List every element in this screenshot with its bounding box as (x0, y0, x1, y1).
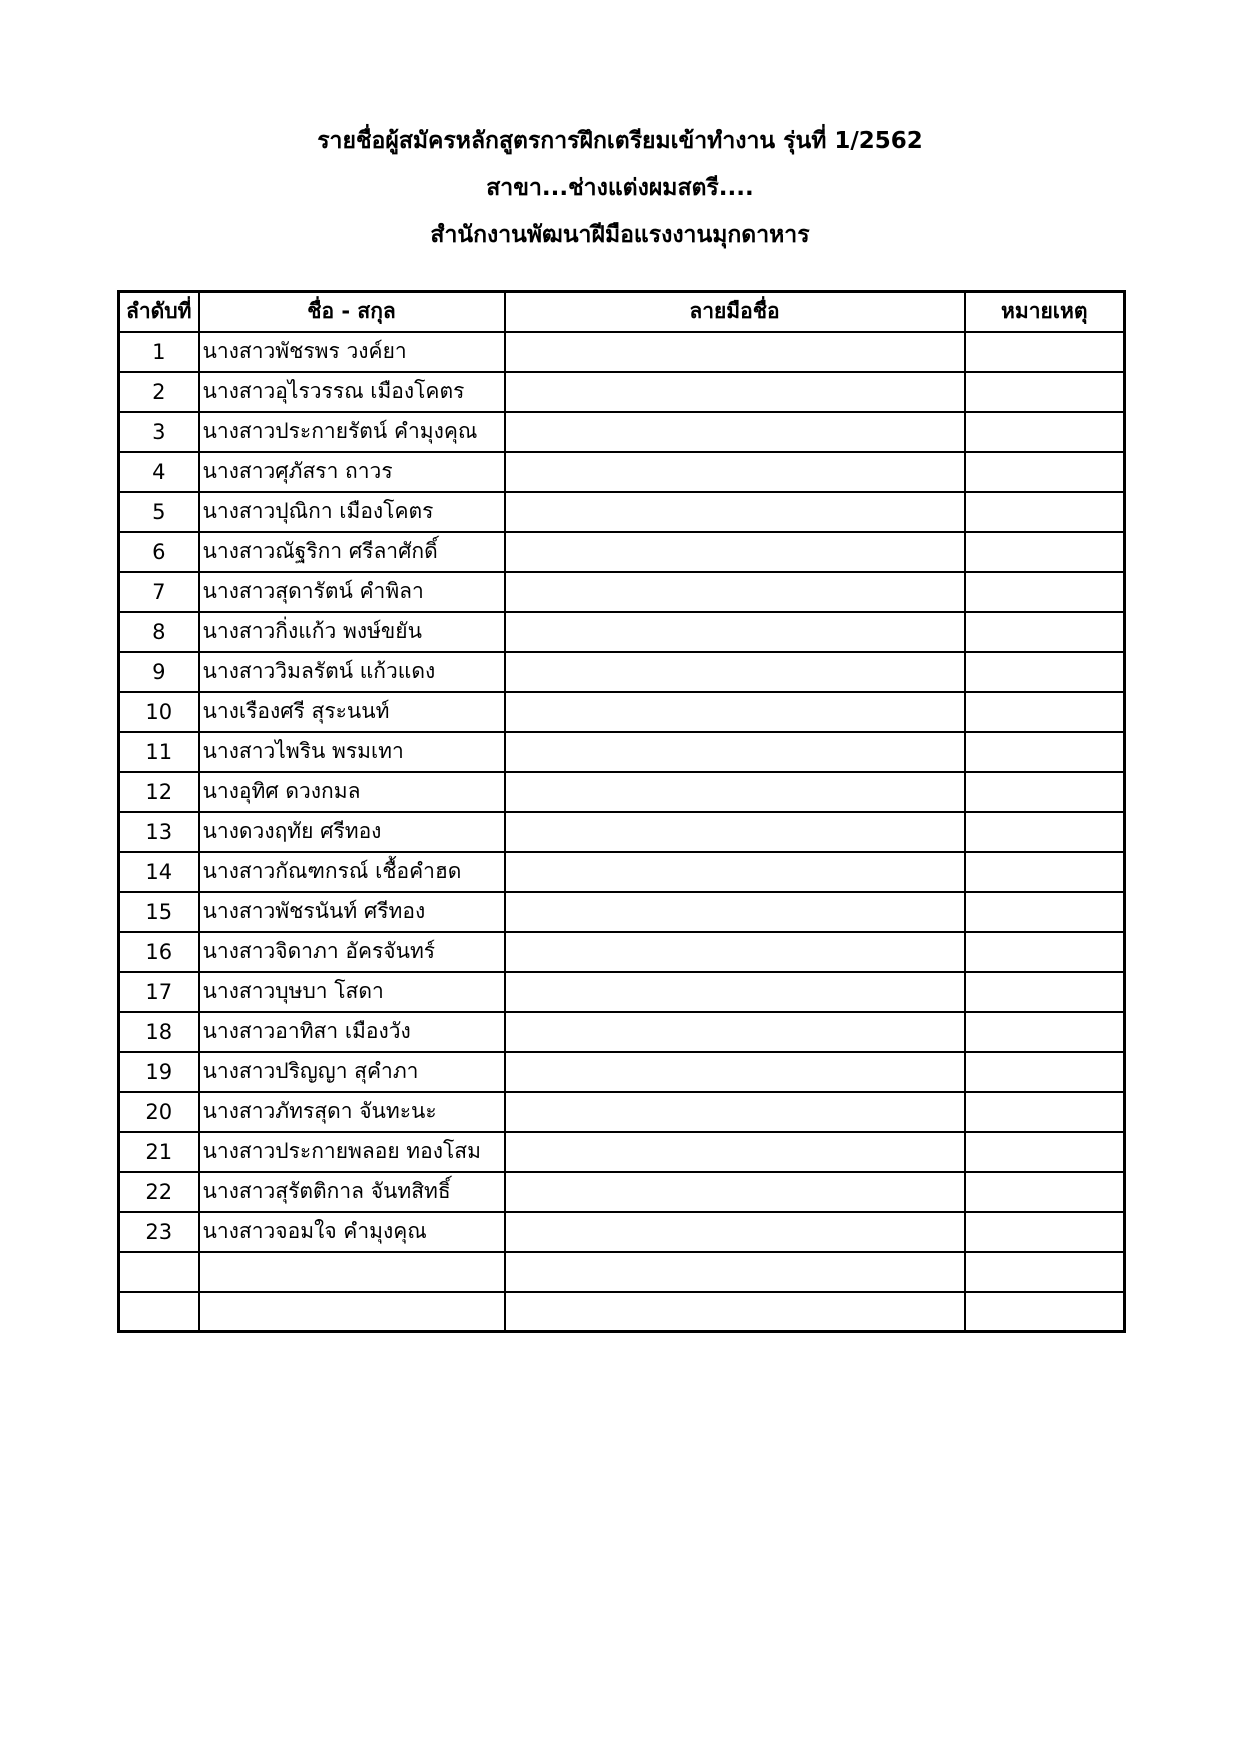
row-number: 1 (119, 332, 199, 372)
table-row (119, 1172, 1125, 1212)
applicant-name: นางสาววิมลรัตน์ แก้วแดง (199, 652, 505, 692)
header-no: ลำดับที่ (119, 292, 199, 332)
applicant-name: นางสาวสุรัตติกาล จันทสิทธิ์ (199, 1172, 505, 1212)
table-row (119, 452, 1125, 492)
table-row (119, 772, 1125, 812)
signature-cell (505, 572, 965, 612)
applicant-name: นางสาวศุภัสรา ถาวร (199, 452, 505, 492)
signature-cell (505, 1132, 965, 1172)
signature-cell (505, 732, 965, 772)
table-row (119, 492, 1125, 532)
row-number: 11 (119, 732, 199, 772)
row-number: 10 (119, 692, 199, 732)
remark-cell (965, 732, 1125, 772)
row-number: 17 (119, 972, 199, 1012)
document-title-block (0, 118, 1240, 259)
signature-cell (505, 492, 965, 532)
applicant-name: นางเรืองศรี สุระนนท์ (199, 692, 505, 732)
table-row (119, 812, 1125, 852)
remark-cell (965, 1132, 1125, 1172)
signature-cell (505, 1172, 965, 1212)
signature-cell (505, 1212, 965, 1252)
signature-cell (505, 972, 965, 1012)
applicant-name: นางสาวอาทิสา เมืองวัง (199, 1012, 505, 1052)
remark-cell (965, 452, 1125, 492)
table-row (119, 1092, 1125, 1132)
table-row (119, 1212, 1125, 1252)
row-number: 23 (119, 1212, 199, 1252)
header-signature: ลายมือชื่อ (505, 292, 965, 332)
signature-cell (505, 612, 965, 652)
remark-cell (965, 692, 1125, 732)
remark-cell (965, 772, 1125, 812)
remark-cell (965, 1212, 1125, 1252)
row-number: 5 (119, 492, 199, 532)
row-number: 20 (119, 1092, 199, 1132)
signature-cell (505, 1052, 965, 1092)
signature-cell (505, 332, 965, 372)
table-row (119, 892, 1125, 932)
signature-cell (505, 852, 965, 892)
signature-cell (505, 692, 965, 732)
signature-cell (505, 652, 965, 692)
applicant-name: นางสาวประกายรัตน์ คำมุงคุณ (199, 412, 505, 452)
remark-cell (965, 1012, 1125, 1052)
applicant-name: นางสาวพัชรนันท์ ศรีทอง (199, 892, 505, 932)
document-subtitle-office: สำนักงานพัฒนาฝีมือแรงงานมุกดาหาร (430, 222, 810, 248)
row-number (119, 1252, 199, 1292)
remark-cell (965, 812, 1125, 852)
signature-cell (505, 1012, 965, 1052)
applicant-name: นางสาวปุณิกา เมืองโคตร (199, 492, 505, 532)
signature-cell (505, 932, 965, 972)
row-number: 7 (119, 572, 199, 612)
remark-cell (965, 1172, 1125, 1212)
applicant-name: นางสาวจอมใจ คำมุงคุณ (199, 1212, 505, 1252)
row-number: 6 (119, 532, 199, 572)
signature-cell (505, 892, 965, 932)
row-number: 15 (119, 892, 199, 932)
row-number: 9 (119, 652, 199, 692)
signature-cell (505, 812, 965, 852)
remark-cell (965, 1252, 1125, 1292)
remark-cell (965, 372, 1125, 412)
table-row (119, 372, 1125, 412)
applicant-name: นางสาวสุดารัตน์ คำพิลา (199, 572, 505, 612)
table-row (119, 612, 1125, 652)
row-number: 14 (119, 852, 199, 892)
row-number: 13 (119, 812, 199, 852)
row-number: 8 (119, 612, 199, 652)
signature-cell (505, 1092, 965, 1132)
remark-cell (965, 892, 1125, 932)
row-number: 4 (119, 452, 199, 492)
table-row (119, 732, 1125, 772)
applicant-name (199, 1292, 505, 1332)
remark-cell (965, 612, 1125, 652)
applicant-name: นางสาวพัชรพร วงค์ยา (199, 332, 505, 372)
table-body (119, 332, 1125, 1332)
applicant-name: นางดวงฤทัย ศรีทอง (199, 812, 505, 852)
row-number: 19 (119, 1052, 199, 1092)
row-number: 3 (119, 412, 199, 452)
remark-cell (965, 852, 1125, 892)
row-number: 16 (119, 932, 199, 972)
applicant-table (117, 290, 1126, 1333)
row-number (119, 1292, 199, 1332)
applicant-name: นางสาวจิดาภา อัครจันทร์ (199, 932, 505, 972)
header-name: ชื่อ - สกุล (199, 292, 505, 332)
table-row (119, 572, 1125, 612)
applicant-name: นางสาวภัทรสุดา จันทะนะ (199, 1092, 505, 1132)
row-number: 12 (119, 772, 199, 812)
remark-cell (965, 1092, 1125, 1132)
row-number: 2 (119, 372, 199, 412)
header-remark: หมายเหตุ (965, 292, 1125, 332)
table-row (119, 692, 1125, 732)
table-row (119, 852, 1125, 892)
applicant-name: นางอุทิศ ดวงกมล (199, 772, 505, 812)
remark-cell (965, 412, 1125, 452)
applicant-name (199, 1252, 505, 1292)
table-row (119, 332, 1125, 372)
document-subtitle-branch: สาขา...ช่างแต่งผมสตรี.... (486, 175, 754, 201)
remark-cell (965, 572, 1125, 612)
applicant-name: นางสาวอุไรวรรณ เมืองโคตร (199, 372, 505, 412)
applicant-name: นางสาวณัฐริกา ศรีลาศักดิ์ (199, 532, 505, 572)
table-row (119, 1012, 1125, 1052)
remark-cell (965, 1052, 1125, 1092)
row-number: 22 (119, 1172, 199, 1212)
signature-cell (505, 1252, 965, 1292)
remark-cell (965, 1292, 1125, 1332)
remark-cell (965, 972, 1125, 1012)
table-row (119, 532, 1125, 572)
table-row (119, 1292, 1125, 1332)
signature-cell (505, 412, 965, 452)
table-header-row (119, 292, 1125, 332)
table-row (119, 972, 1125, 1012)
table-row (119, 652, 1125, 692)
applicant-name: นางสาวไพริน พรมเทา (199, 732, 505, 772)
table-row (119, 1252, 1125, 1292)
table-row (119, 412, 1125, 452)
remark-cell (965, 332, 1125, 372)
signature-cell (505, 372, 965, 412)
table-row (119, 1132, 1125, 1172)
applicant-name: นางสาวประกายพลอย ทองโสม (199, 1132, 505, 1172)
row-number: 21 (119, 1132, 199, 1172)
signature-cell (505, 452, 965, 492)
applicant-name: นางสาวกัณฑกรณ์ เชื้อคำฮด (199, 852, 505, 892)
remark-cell (965, 652, 1125, 692)
applicant-name: นางสาวปริญญา สุคำภา (199, 1052, 505, 1092)
table-row (119, 1052, 1125, 1092)
row-number: 18 (119, 1012, 199, 1052)
remark-cell (965, 932, 1125, 972)
applicant-name: นางสาวกิ่งแก้ว พงษ์ขยัน (199, 612, 505, 652)
applicant-name: นางสาวบุษบา โสดา (199, 972, 505, 1012)
signature-cell (505, 772, 965, 812)
document-title: รายชื่อผู้สมัครหลักสูตรการฝึกเตรียมเข้าทำงาน รุ่นที่ 1/2562 (317, 128, 923, 154)
signature-cell (505, 1292, 965, 1332)
table-row (119, 932, 1125, 972)
signature-cell (505, 532, 965, 572)
remark-cell (965, 492, 1125, 532)
remark-cell (965, 532, 1125, 572)
